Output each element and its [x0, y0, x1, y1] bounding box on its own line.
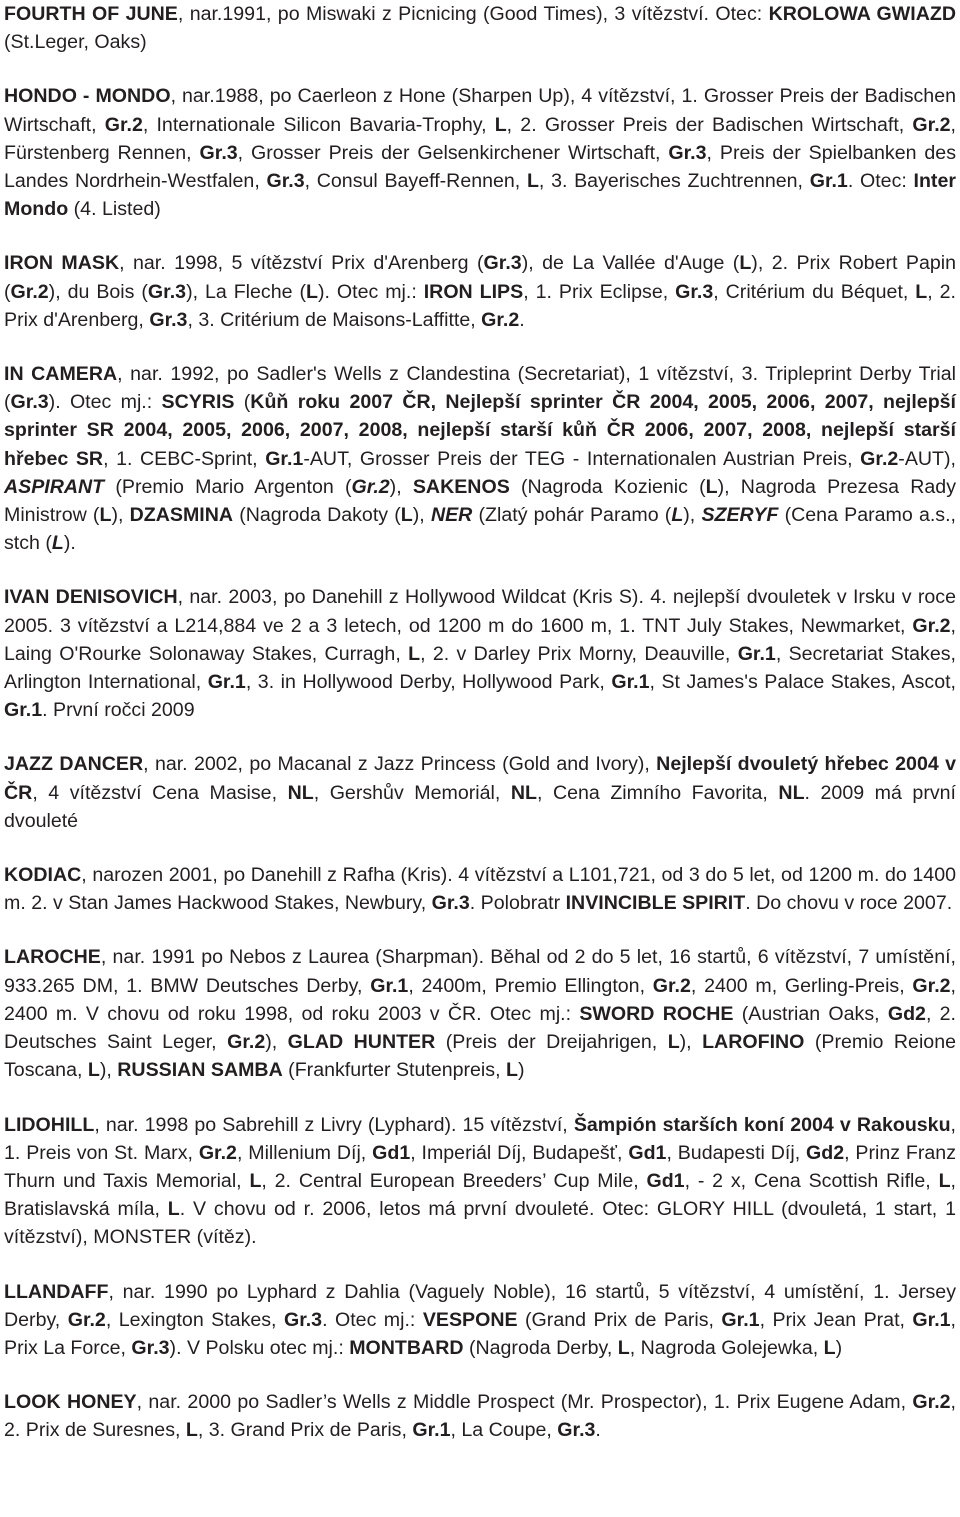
- text-run: . 2009 má první dvouleté: [4, 781, 956, 832]
- text-run: , 3. Bayerisches Zuchtrennen,: [538, 170, 810, 193]
- text-run: ), 2. Prix Robert Papin (: [4, 252, 956, 303]
- text-run: , - 2 x, Cena Scottish Rifle,: [684, 1169, 939, 1192]
- text-run: , 1. Preis von St. Marx,: [4, 1113, 956, 1164]
- text-run: (Austrian Oaks,: [733, 1002, 888, 1025]
- text-run: (Grand Prix de Paris,: [517, 1308, 722, 1331]
- emphasis-run: L: [739, 252, 752, 275]
- emphasis-run: SZERYF: [701, 504, 779, 527]
- emphasis-run: LAROFINO: [702, 1031, 805, 1054]
- emphasis-run: Gr.3: [675, 280, 714, 303]
- text-run: (Cena Paramo a.s., stch (: [4, 504, 956, 555]
- emphasis-run: Gr.2: [227, 1031, 266, 1054]
- text-run: (4. Listed): [68, 198, 161, 221]
- emphasis-run: NER: [430, 504, 473, 527]
- emphasis-run: L: [671, 504, 684, 527]
- text-run: , Bratislavská míla,: [4, 1169, 956, 1221]
- emphasis-run: L: [705, 475, 718, 498]
- emphasis-run: Gr.3: [10, 391, 49, 414]
- emphasis-run: Gd1: [372, 1141, 411, 1164]
- emphasis-run: IN CAMERA: [4, 363, 118, 386]
- emphasis-run: Gr.3: [483, 252, 522, 275]
- text-run: , Critérium du Béquet,: [713, 280, 916, 303]
- text-run: . Polobratr: [469, 892, 566, 915]
- entry-iron-mask: [4, 249, 956, 334]
- emphasis-run: Inter Mondo: [4, 170, 956, 221]
- emphasis-run: L: [87, 1059, 100, 1082]
- emphasis-run: Gr.2: [652, 974, 691, 997]
- text-run: , 2400 m, Gerling-Preis,: [690, 974, 913, 997]
- text-run: (Nagroda Dakoty (: [233, 504, 401, 527]
- emphasis-run: SWORD ROCHE: [579, 1002, 734, 1025]
- entry-lidohill: [4, 1111, 956, 1252]
- text-run: (Frankfurter Stutenpreis,: [282, 1059, 506, 1082]
- emphasis-run: Gr.1: [737, 642, 776, 665]
- text-run: ),: [412, 504, 431, 527]
- emphasis-run: Gr.3: [199, 141, 238, 164]
- text-run: , 1. Prix Eclipse,: [523, 280, 676, 303]
- emphasis-run: Gr.2: [860, 447, 899, 470]
- emphasis-run: Gr.3: [131, 1336, 170, 1359]
- emphasis-run: Gr.3: [266, 170, 305, 193]
- emphasis-run: KROLOWA GWIAZD: [768, 3, 957, 25]
- text-run: (St.Leger, Oaks): [4, 31, 147, 54]
- text-run: . Otec mj.:: [322, 1308, 423, 1331]
- emphasis-run: Gd2: [887, 1002, 926, 1025]
- text-run: , Preis der Spielbanken des Landes Nordrhein-Westfalen,: [4, 141, 956, 193]
- emphasis-run: SCYRIS: [161, 391, 235, 414]
- emphasis-run: L: [408, 642, 421, 665]
- text-run: (Preis der Dreijahrigen,: [435, 1031, 668, 1054]
- text-run: , Lexington Stakes,: [105, 1308, 284, 1331]
- emphasis-run: L: [494, 113, 507, 136]
- text-run: .: [519, 308, 525, 331]
- entry-text: [4, 1388, 956, 1444]
- text-run: , Imperiál Díj, Budapešť,: [410, 1141, 629, 1164]
- emphasis-run: FOURTH OF JUNE: [4, 3, 178, 25]
- emphasis-run: Gr.1: [265, 447, 304, 470]
- emphasis-run: Gd2: [806, 1141, 845, 1164]
- text-run: ),: [683, 504, 702, 527]
- emphasis-run: Nejlepší dvouletý hřebec 2004 v ČR: [4, 753, 956, 804]
- text-run: , Fürstenberg Rennen,: [4, 113, 956, 164]
- emphasis-run: LLANDAFF: [4, 1280, 109, 1303]
- text-run: ). Otec mj.:: [317, 280, 424, 303]
- text-run: , nar. 1990 po Lyphard z Dahlia (Vaguely Noble), 16 startů, 5 vítězství, 4 umístění, 1. Jersey Derby,: [4, 1280, 956, 1331]
- emphasis-run: Šampión starších koní 2004 v Rakousku: [573, 1113, 951, 1136]
- text-run: , 3. in Hollywood Derby, Hollywood Park,: [245, 671, 612, 694]
- entry-text: [4, 1111, 956, 1252]
- text-run: , Budapesti Díj,: [666, 1141, 806, 1164]
- emphasis-run: L: [306, 280, 318, 303]
- entry-text: [4, 82, 956, 223]
- text-run: , Millenium Díj,: [236, 1141, 373, 1164]
- emphasis-run: Gr.2: [10, 280, 49, 303]
- text-run: ), La Fleche (: [186, 280, 306, 303]
- text-run: , Prix Jean Prat,: [759, 1308, 913, 1331]
- text-run: , 3. Grand Prix de Paris,: [197, 1419, 413, 1442]
- emphasis-run: Gr.2: [104, 113, 143, 136]
- emphasis-run: Gr.3: [149, 308, 188, 331]
- text-run: , Prix La Force,: [4, 1308, 956, 1359]
- text-run: (Premio Reione Toscana,: [4, 1031, 956, 1082]
- emphasis-run: Gr.3: [283, 1308, 323, 1331]
- emphasis-run: L: [505, 1059, 518, 1082]
- entry-ivan-denisovich: [4, 583, 956, 724]
- text-run: . Otec:: [847, 170, 914, 193]
- emphasis-run: LAROCHE: [4, 946, 101, 969]
- emphasis-run: Gr.1: [912, 1308, 951, 1331]
- text-run: , La Coupe,: [450, 1419, 558, 1442]
- emphasis-run: Gr.3: [557, 1419, 596, 1442]
- emphasis-run: Gr.3: [147, 280, 187, 303]
- emphasis-run: GLAD HUNTER: [287, 1031, 436, 1054]
- emphasis-run: L: [938, 1169, 951, 1192]
- text-run: (: [234, 391, 251, 414]
- text-run: ), Nagroda Prezesa Rady Ministrow (: [4, 475, 956, 527]
- text-run: , 2. Prix d'Arenberg,: [4, 280, 956, 331]
- emphasis-run: IRON MASK: [4, 252, 120, 275]
- emphasis-run: ASPIRANT: [4, 475, 105, 498]
- emphasis-run: MONTBARD: [349, 1336, 464, 1359]
- text-run: . První ročci 2009: [42, 699, 195, 722]
- text-run: (Nagroda Derby,: [463, 1336, 618, 1359]
- emphasis-run: IVAN DENISOVICH: [4, 586, 178, 609]
- entry-kodiac: [4, 861, 956, 917]
- text-run: , nar. 2000 po Sadler’s Wells z Middle Prospect (Mr. Prospector), 1. Prix Eugene Adam,: [136, 1391, 913, 1414]
- text-run: , 2400 m. V chovu od roku 1998, od roku 2003 v ČR. Otec mj.:: [4, 974, 956, 1025]
- entry-text: [4, 1278, 956, 1363]
- entry-text: [4, 861, 956, 917]
- text-run: ), du Bois (: [48, 280, 148, 303]
- text-run: , 2. Grosser Preis der Badischen Wirtschaft,: [506, 113, 913, 136]
- entry-llandaff: [4, 1278, 956, 1363]
- emphasis-run: VESPONE: [422, 1308, 518, 1331]
- text-run: ).: [63, 532, 76, 555]
- emphasis-run: L: [249, 1169, 262, 1192]
- text-run: , Secretariat Stakes, Arlington International,: [4, 642, 956, 694]
- emphasis-run: L: [51, 532, 64, 555]
- emphasis-run: Gr.3: [431, 892, 470, 915]
- text-run: .: [595, 1419, 601, 1442]
- text-run: , St James's Palace Stakes, Ascot,: [649, 671, 956, 694]
- emphasis-run: JAZZ DANCER: [4, 753, 144, 776]
- emphasis-run: NL: [287, 781, 314, 804]
- text-run: , 2. Central European Breeders’ Cup Mile,: [261, 1169, 647, 1192]
- emphasis-run: L: [167, 1198, 180, 1221]
- text-run: (Zlatý pohár Paramo (: [472, 504, 672, 527]
- emphasis-run: Gr.1: [721, 1308, 760, 1331]
- emphasis-run: LOOK HONEY: [4, 1391, 137, 1414]
- text-run: , 2. Prix de Suresnes,: [4, 1391, 956, 1442]
- emphasis-run: Gr.2: [351, 475, 390, 498]
- text-run: , Prinz Franz Thurn und Taxis Memorial,: [4, 1141, 956, 1192]
- emphasis-run: Gr.1: [4, 699, 43, 722]
- text-run: (Premio Mario Argenton (: [104, 475, 352, 498]
- emphasis-run: SAKENOS: [412, 475, 510, 498]
- emphasis-run: L: [915, 280, 928, 303]
- text-run: , nar. 2003, po Danehill z Hollywood Wildcat (Kris S). 4. nejlepší dvouletek v Irsku v roce 2005. 3 vítězství a L214,884 ve 2 a 3 letech, od 1200 m do 1600 m, 1. TNT July Stakes, Newmarket,: [4, 586, 956, 637]
- emphasis-run: L: [823, 1336, 836, 1359]
- emphasis-run: Gr.2: [912, 113, 951, 136]
- entry-look-honey: [4, 1388, 956, 1444]
- emphasis-run: Kůň roku 2007 ČR, Nejlepší sprinter ČR 2004, 2005, 2006, 2007, nejlepší sprinter SR 2004, 2005, 2006, 2007, 2008, nejlepší starší kůň ČR 2006, 2007, 2008, nejlepší starší hřebec SR: [4, 391, 957, 470]
- emphasis-run: INVINCIBLE SPIRIT: [565, 892, 746, 915]
- text-run: ),: [389, 475, 413, 498]
- text-run: , nar. 1998 po Sabrehill z Livry (Lyphard). 15 vítězství,: [94, 1113, 574, 1136]
- text-run: , Laing O'Rourke Solonaway Stakes, Curragh,: [4, 614, 956, 665]
- text-run: , 2. v Darley Prix Morny, Deauville,: [420, 642, 738, 665]
- entry-text: [4, 0, 956, 56]
- text-run: ),: [111, 504, 130, 527]
- emphasis-run: Gr.1: [412, 1419, 451, 1442]
- text-run: ): [517, 1059, 525, 1082]
- text-run: , Gershův Memoriál,: [313, 781, 511, 804]
- emphasis-run: Gr.1: [809, 170, 848, 193]
- text-run: , nar. 2002, po Macanal z Jazz Princess (Gold and Ivory),: [143, 753, 657, 776]
- text-run: , nar. 1991 po Nebos z Laurea (Sharpman). Běhal od 2 do 5 let, 16 startů, 6 vítězství, 7 umístění, 933.265 DM, 1. BMW Deutsches Derby,: [4, 946, 956, 997]
- text-run: , 2. Deutsches Saint Leger,: [4, 1002, 957, 1054]
- emphasis-run: Gr.2: [912, 974, 951, 997]
- emphasis-run: DZASMINA: [129, 504, 234, 527]
- emphasis-run: Gr.2: [912, 1391, 951, 1414]
- emphasis-run: L: [400, 504, 413, 527]
- text-run: , Nagroda Golejewka,: [629, 1336, 824, 1359]
- entry-in-camera: [4, 360, 956, 557]
- text-run: ),: [679, 1031, 703, 1054]
- text-run: ), de La Vallée d'Auge (: [521, 252, 740, 275]
- text-run: ),: [265, 1031, 288, 1054]
- text-run: , Cena Zimního Favorita,: [536, 781, 779, 804]
- entry-jazz-dancer: [4, 750, 956, 835]
- emphasis-run: Gr.3: [668, 141, 707, 164]
- emphasis-run: Gr.2: [67, 1308, 106, 1331]
- entry-text: [4, 583, 956, 724]
- emphasis-run: L: [667, 1031, 680, 1054]
- emphasis-run: Gr.2: [912, 614, 951, 637]
- entry-laroche: [4, 943, 956, 1084]
- emphasis-run: L: [526, 170, 539, 193]
- text-run: ). Otec mj.:: [48, 391, 162, 414]
- emphasis-run: Gr.2: [198, 1141, 237, 1164]
- emphasis-run: IRON LIPS: [423, 280, 524, 303]
- emphasis-run: Gr.1: [611, 671, 650, 694]
- entry-fourth-of-june: [4, 0, 956, 56]
- emphasis-run: Gd1: [628, 1141, 667, 1164]
- entry-text: [4, 750, 956, 835]
- emphasis-run: Gd1: [646, 1169, 685, 1192]
- text-run: , 2400m, Premio Ellington,: [408, 974, 653, 997]
- text-run: . Do chovu v roce 2007.: [745, 892, 953, 915]
- text-run: , Grosser Preis der Gelsenkirchener Wirtschaft,: [237, 141, 669, 164]
- text-run: , 4 vítězství Cena Masise,: [32, 781, 288, 804]
- text-run: , nar.1988, po Caerleon z Hone (Sharpen Up), 4 vítězství, 1. Grosser Preis der Badischen Wirtschaft,: [4, 85, 956, 136]
- text-run: , narozen 2001, po Danehill z Rafha (Kris). 4 vítězství a L101,721, od 3 do 5 let, od 1200 m. do 1400 m. 2. v Stan James Hackwood Stakes, Newbury,: [4, 864, 956, 915]
- text-run: ),: [99, 1059, 118, 1082]
- emphasis-run: NL: [778, 781, 805, 804]
- emphasis-run: L: [185, 1419, 198, 1442]
- entry-text: [4, 943, 956, 1084]
- text-run: , 1. CEBC-Sprint,: [103, 447, 266, 470]
- emphasis-run: RUSSIAN SAMBA: [117, 1059, 283, 1082]
- text-run: -AUT),: [898, 447, 956, 470]
- text-run: ): [835, 1336, 843, 1359]
- emphasis-run: Gr.1: [370, 974, 409, 997]
- text-run: ). V Polsku otec mj.:: [169, 1336, 350, 1359]
- emphasis-run: KODIAC: [4, 864, 82, 887]
- entry-hondo-mondo: [4, 82, 956, 223]
- text-run: , Consul Bayeff-Rennen,: [304, 170, 527, 193]
- text-run: . V chovu od r. 2006, letos má první dvouleté. Otec: GLORY HILL (dvouletá, 1 start, 1 vítězství), MONSTER (vítěz).: [4, 1198, 956, 1249]
- emphasis-run: Gr.2: [481, 308, 520, 331]
- text-run: , 3. Critérium de Maisons-Laffitte,: [187, 308, 482, 331]
- emphasis-run: L: [617, 1336, 630, 1359]
- emphasis-run: Gr.1: [207, 671, 246, 694]
- entry-text: [4, 249, 956, 334]
- text-run: , nar. 1992, po Sadler's Wells z Clandestina (Secretariat), 1 vítězství, 3. Tripleprint Derby Trial (: [4, 363, 957, 414]
- text-run: -AUT, Grosser Preis der TEG - Internationalen Austrian Preis,: [303, 447, 861, 470]
- entry-text: [4, 360, 956, 557]
- emphasis-run: NL: [510, 781, 537, 804]
- emphasis-run: LIDOHILL: [4, 1113, 95, 1136]
- text-run: , Internationale Silicon Bavaria-Trophy,: [142, 113, 495, 136]
- text-run: (Nagroda Kozienic (: [509, 475, 706, 498]
- emphasis-run: HONDO - MONDO: [4, 85, 171, 108]
- emphasis-run: L: [99, 504, 112, 527]
- text-run: , nar. 1998, 5 vítězství Prix d'Arenberg (: [119, 252, 484, 275]
- text-run: , nar.1991, po Miswaki z Picnicing (Good Times), 3 vítězství. Otec:: [177, 3, 769, 25]
